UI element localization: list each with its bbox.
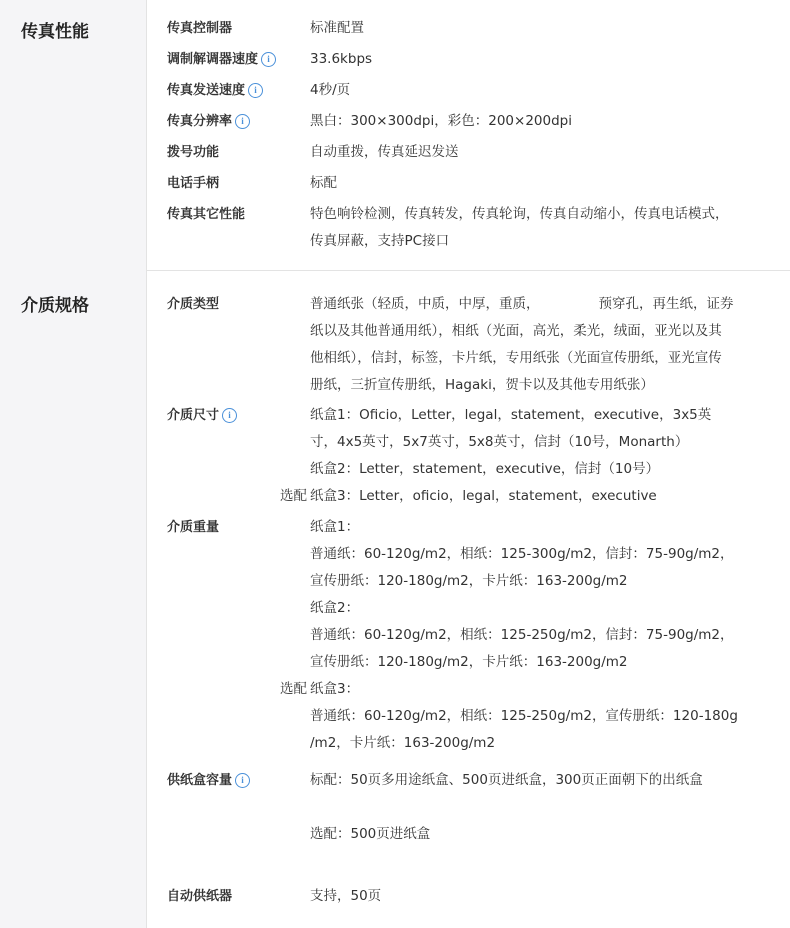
value-line: 寸，4x5英寸，5x7英寸，5x8英寸，信封（10号，Monarth）	[310, 434, 689, 450]
section-media-spec	[0, 270, 790, 928]
value-line: 册纸，三折宣传册纸，Hagaki，贺卡以及其他专用纸张）	[310, 377, 654, 393]
value-line: 特色响铃检测，传真转发，传真轮询，传真自动缩小，传真电话模式，	[310, 206, 729, 222]
value-line: 纸盒2：	[310, 600, 360, 616]
spec-label: 拨号功能	[167, 145, 220, 160]
value-line: 普通纸张（轻质，中质，中厚，重质， 预穿孔，再生纸，证券	[310, 296, 734, 312]
spec-value	[310, 201, 766, 255]
spec-value: 33.6kbps	[310, 51, 373, 67]
spec-label: 调制解调器速度 i	[167, 46, 276, 73]
section-title: 传真性能	[21, 22, 89, 42]
spec-value: 支持，50页	[310, 888, 382, 904]
value-line: 选配 纸盒3：Letter，oficio，legal，statement，executive	[310, 483, 766, 510]
spec-label: 电话手柄	[167, 176, 220, 191]
spec-value	[280, 514, 766, 757]
value-line: 纸以及其他普通用纸），相纸（光面，高光，柔光，绒面，亚光以及其	[310, 323, 722, 339]
value-line: 传真屏蔽，支持PC接口	[310, 233, 450, 249]
value-line: 普通纸：60-120g/m2，相纸：125-250g/m2，宣传册纸：120-180g	[310, 708, 738, 724]
info-icon[interactable]: i	[222, 408, 237, 423]
spec-value: 标配	[310, 175, 337, 191]
value-line: 他相纸），信封，标签，卡片纸，专用纸张（光面宣传册纸，亚光宣传	[310, 350, 722, 366]
optional-prefix: 选配	[280, 488, 307, 504]
value-line: 宣传册纸：120-180g/m2，卡片纸：163-200g/m2	[310, 573, 628, 589]
info-icon[interactable]: i	[261, 52, 276, 67]
value-line: 纸盒2：Letter，statement，executive，信封（10号）	[310, 461, 660, 477]
spec-label: 传真控制器	[167, 21, 233, 36]
value-line: 标配：50页多用途纸盒、500页进纸盒，300页正面朝下的出纸盒	[310, 772, 703, 788]
info-icon[interactable]: i	[235, 114, 250, 129]
section-sidebar	[0, 270, 147, 928]
spec-label: 介质尺寸 i	[167, 402, 237, 429]
value-line: 宣传册纸：120-180g/m2，卡片纸：163-200g/m2	[310, 654, 628, 670]
spec-value: 4秒/页	[310, 82, 351, 98]
value-line: 选配 纸盒3：	[310, 676, 766, 703]
value-line: 普通纸：60-120g/m2，相纸：125-250g/m2，信封：75-90g/m2，	[310, 627, 734, 643]
spec-value: 黑白：300×300dpi，彩色：200×200dpi	[310, 113, 572, 129]
info-icon[interactable]: i	[235, 773, 250, 788]
value-line: 普通纸：60-120g/m2，相纸：125-300g/m2，信封：75-90g/m2，	[310, 546, 734, 562]
spec-label: 供纸盒容量 i	[167, 767, 250, 794]
spec-label: 传真其它性能	[167, 207, 246, 222]
spec-value	[310, 291, 766, 399]
spec-label: 传真分辨率 i	[167, 108, 250, 135]
optional-prefix: 选配	[280, 681, 307, 697]
value-line: /m2，卡片纸：163-200g/m2	[310, 735, 496, 751]
spec-label: 传真发送速度 i	[167, 77, 263, 104]
value-line: 纸盒1：	[310, 519, 360, 535]
section-title: 介质规格	[21, 296, 89, 316]
spec-label: 自动供纸器	[167, 889, 233, 904]
spec-value	[280, 402, 766, 510]
spec-label: 介质类型	[167, 297, 220, 312]
spec-value	[310, 767, 766, 848]
spec-value: 自动重拨，传真延迟发送	[310, 144, 459, 160]
spec-value: 标准配置	[310, 20, 364, 36]
section-fax-performance	[0, 0, 790, 271]
spec-label: 介质重量	[167, 520, 220, 535]
value-line: 选配：500页进纸盒	[310, 826, 431, 842]
info-icon[interactable]: i	[248, 83, 263, 98]
value-line: 纸盒1：Oficio，Letter，legal，statement，executive，3x5英	[310, 407, 712, 423]
